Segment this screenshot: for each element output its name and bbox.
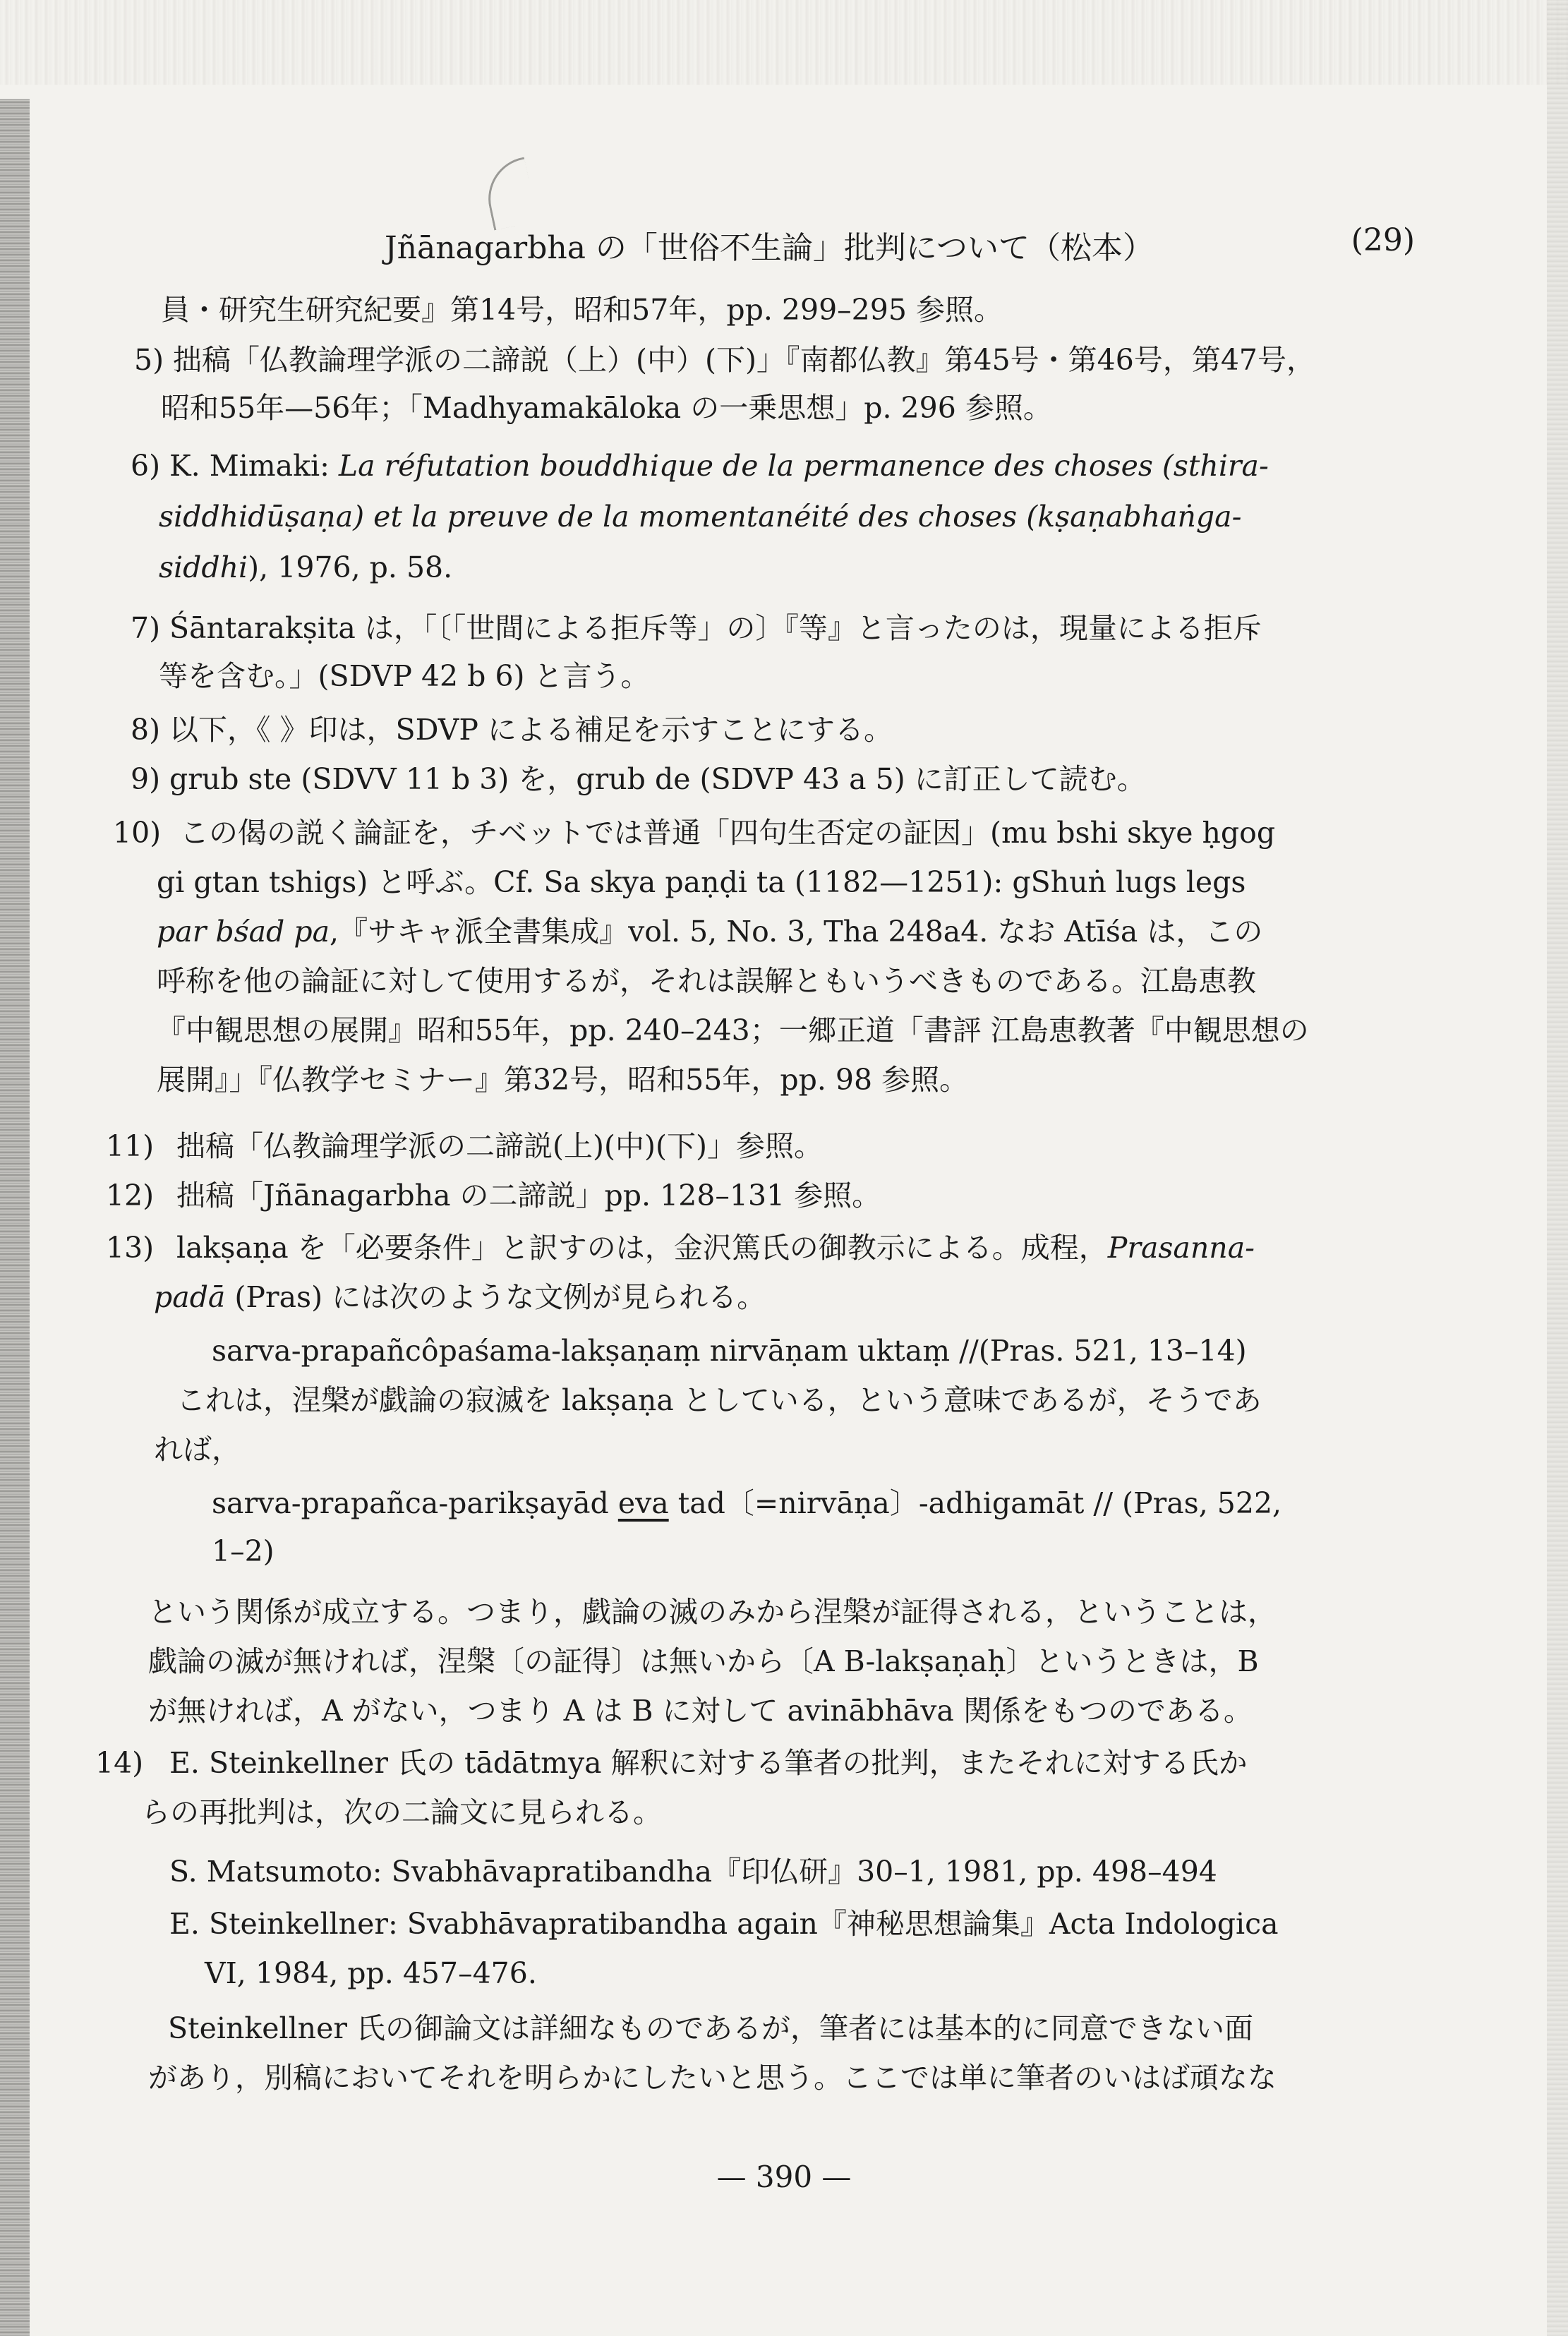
footnote-5 [134,336,1404,435]
reference-1 [169,1848,1217,1896]
line-text: この偈の説く論証を，チベットでは普通「四句生否定の証因」(mu bshi skye ḥgog [180,816,1276,850]
paragraph-line [168,2004,1253,2052]
line-text: Steinkellner 氏の御論文は詳細なものであるが，筆者には基本的に同意できない面 [168,2011,1253,2045]
line-text: らの再批判は，次の二論文に見られる。 [141,1795,662,1829]
footnote-9 [131,755,1415,805]
pencil-mark [481,157,538,230]
line-text: 以下，《 》印は，SDVP による補足を示すことにする。 [169,713,893,747]
reference-text: VI, 1984, pp. 457–476. [205,1956,537,1990]
line-text: これは，涅槃が戯論の寂滅を lakṣaṇa としている，という意味であるが，そうであ [176,1383,1262,1417]
footnote-11 [106,1122,1411,1172]
footnote-number: 10) [113,816,162,850]
line-text: Śāntarakṣita は，「〔「世間による拒斥等」の〕『等』と言ったのは，現量による拒斥 [169,611,1262,645]
footnote-number: 12) [106,1179,155,1212]
underlined-word: eva [617,1486,669,1520]
reference-2-cont [205,1949,537,1997]
sanskrit-quote-2 [212,1479,1281,1527]
footnote-13-line [148,1637,1259,1685]
text-run: (Pras) には次のような文例が見られる。 [225,1280,766,1314]
scan-right-edge [1547,0,1568,2336]
book-title: La réfutation bouddhique de la permanence des choses (sthira- [338,449,1269,483]
line-text: 『中観思想の展開』昭和55年，pp. 240–243；一郷正道「書評 江島恵教著『中観思想の [157,1013,1309,1047]
footnote-number: 11) [106,1129,155,1163]
header-page-number: (29) [1351,222,1415,258]
line-text: gi gtan tshigs) と呼ぶ。Cf. Sa skya paṇḍi ta (1182—1251): gShuṅ lugs legs [157,865,1246,899]
scan-noise-top [0,0,1568,85]
footnote-13-line [176,1376,1262,1424]
footnote-8 [131,706,1415,755]
author: K. Mimaki: [169,449,339,483]
footnote-13-line [154,1273,766,1321]
page-footer [0,2160,1568,2194]
citation: ,『サキャ派全書集成』vol. 5, No. 3, Tha 248a4. なお Atīśa は，この [330,915,1263,949]
line-text: 呼称を他の論証に対して使用するが，それは誤解ともいうべきものである。江島恵教 [157,964,1256,998]
book-title: padā [154,1280,226,1314]
line-text: 展開』」『仏教学セミナー』第32号，昭和55年，pp. 98 参照。 [157,1063,969,1097]
header-title: Jñānagarbha の「世俗不生論」批判について（松本） [385,230,1154,266]
paragraph-line [148,2054,1277,2102]
footnote-number: 13) [106,1231,155,1265]
line-text: 拙稿「仏教論理学派の二諦説（上）(中）(下)」『南都仏教』第45号・第46号，第47号， [173,343,1315,377]
line-text [157,908,1262,956]
footer-page-number: — 390 — [716,2160,852,2194]
line-text: 拙稿「Jñānagarbha の二諦説」pp. 128–131 参照。 [176,1179,881,1212]
line-text: 戯論の滅が無ければ，涅槃〔の証得〕は無いから〔A B-lakṣaṇaḥ〕というときは，B [148,1644,1259,1678]
line-text: 昭和55年—56年；「Madhyamakāloka の一乗思想」p. 296 参照。 [161,391,1052,425]
footnote-number: 7) [131,611,161,645]
quote-text: 1–2) [212,1534,275,1568]
line-text [169,442,1269,490]
footnote-13-line [148,1588,1277,1636]
footnote-13-line [154,1426,241,1474]
footnote-number: 5) [134,343,164,377]
line-text: が無ければ，A がない，つまり A は B に対して avinābhāva 関係をもつのである。 [148,1694,1253,1728]
line-text: grub ste (SDVV 11 b 3) を，grub de (SDVP 43 a 5) に訂正して読む。 [169,762,1146,796]
line-text: siddhidūṣaṇa) et la preuve de la momentanéité des choses (kṣaṇabhaṅga- [159,500,1242,534]
footnote-13-line [148,1687,1253,1735]
footnote-14 [95,1739,1422,1838]
continuation-line [161,286,1003,334]
line-text: という関係が成立する。つまり，戯論の滅のみから涅槃が証得される，ということは， [148,1595,1277,1629]
quote-text: tad〔=nirvāṇa〕-adhigamāt // (Pras, 522, [668,1486,1282,1520]
running-header [385,222,1415,272]
line-text: E. Steinkellner 氏の tādātmya 解釈に対する筆者の批判，またそれに対する氏か [169,1746,1248,1780]
book-title: Prasanna- [1107,1231,1255,1265]
line-text: 拙稿「仏教論理学派の二諦説(上)(中)(下)」参照。 [176,1129,823,1163]
footnote-12 [106,1172,1411,1221]
line-text [159,543,452,591]
footnote-6 [131,442,1415,590]
line-text [176,1224,1255,1272]
line-text: 等を含む。」(SDVP 42 b 6) と言う。 [159,659,650,693]
reference-text: E. Steinkellner: Svabhāvapratibandha again『神秘思想論集』Acta Indologica [169,1907,1279,1941]
line-text: があり，別稿においてそれを明らかにしたいと思う。ここでは単に筆者のいはば頑なな [148,2061,1277,2095]
footnote-7 [131,604,1415,703]
reference-2 [169,1900,1279,1948]
book-title: siddhi [159,550,248,584]
quote-text: sarva-prapañcôpaśama-lakṣaṇaṃ nirvāṇam uktaṃ //(Pras. 521, 13–14) [212,1334,1247,1368]
scan-binding-edge [0,99,30,2336]
quote-text: sarva-prapañca-parikṣayād [212,1486,618,1520]
line-text: 員・研究生研究紀要』第14号，昭和57年，pp. 299–295 参照。 [161,293,1003,327]
line-text: れば， [154,1433,241,1467]
footnote-number: 9) [131,762,161,796]
book-title: par bśad pa [157,915,330,949]
reference-text: S. Matsumoto: Svabhāvapratibandha『印仏研』30–1, 1981, pp. 498–494 [169,1855,1217,1889]
footnote-number: 6) [131,449,161,483]
sanskrit-quote-1 [212,1327,1247,1375]
footnote-number: 14) [95,1746,144,1780]
footnote-13-first [106,1224,1425,1273]
footnote-10 [113,809,1418,1105]
footnote-number: 8) [131,713,161,747]
text-run: lakṣaṇa を「必要条件」と訳すのは，金沢篤氏の御教示による。成程， [176,1231,1108,1265]
sanskrit-quote-2-cont [212,1527,275,1575]
citation: ), 1976, p. 58. [248,550,453,584]
